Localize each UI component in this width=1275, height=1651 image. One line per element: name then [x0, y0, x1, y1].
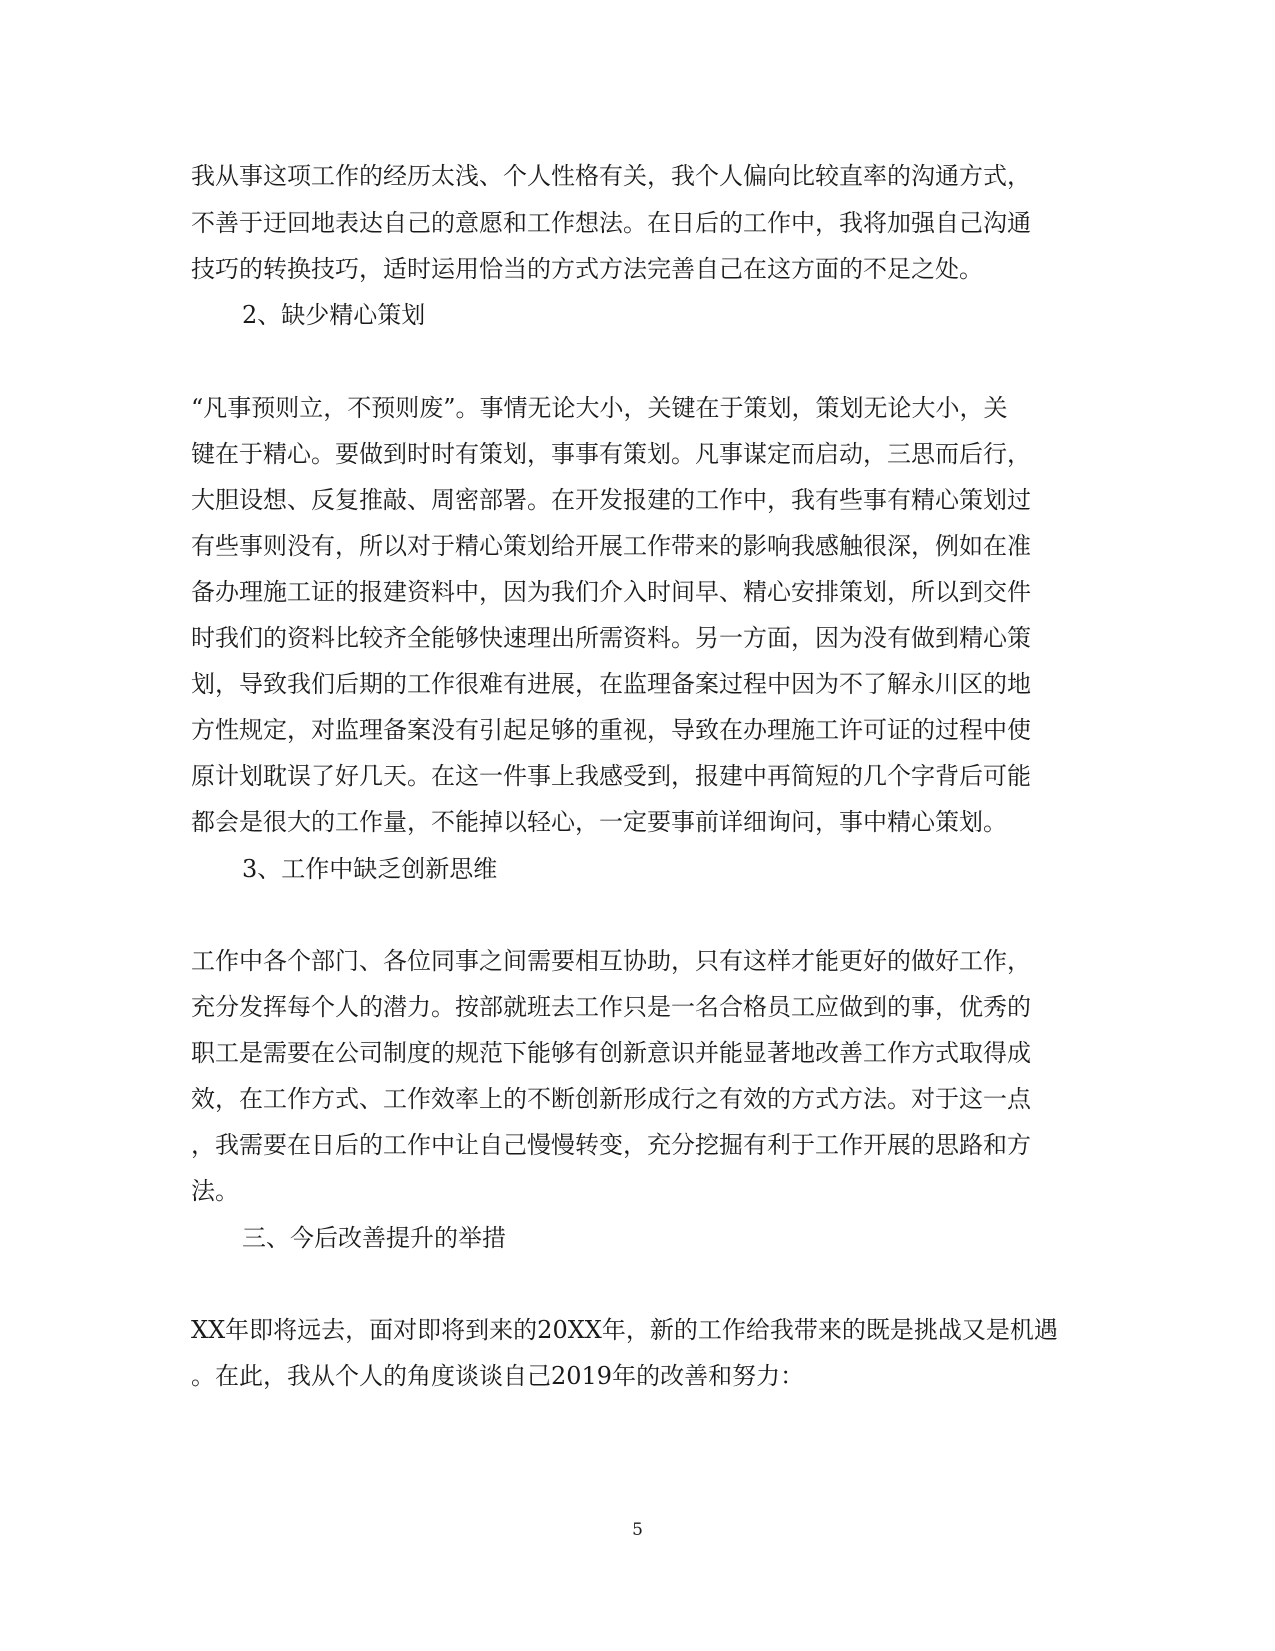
paragraph-line: 划，导致我们后期的工作很难有进展，在监理备案过程中因为不了解永川区的地 — [191, 670, 1031, 698]
paragraph-line: 充分发挥每个人的潜力。按部就班去工作只是一名合格员工应做到的事，优秀的 — [191, 993, 1031, 1021]
paragraph-line: “凡事预则立，不预则废”。事情无论大小，关键在于策划，策划无论大小，关 — [191, 394, 1008, 422]
paragraph-line: 。在此，我从个人的角度谈谈自己2019年的改善和努力： — [191, 1362, 805, 1390]
paragraph-line: 都会是很大的工作量，不能掉以轻心，一定要事前详细询问，事中精心策划。 — [191, 808, 1007, 836]
paragraph-line: 法。 — [191, 1177, 239, 1205]
paragraph-line: 大胆设想、反复推敲、周密部署。在开发报建的工作中，我有些事有精心策划过 — [191, 486, 1031, 514]
paragraph-line: 有些事则没有，所以对于精心策划给开展工作带来的影响我感触很深，例如在准 — [191, 532, 1031, 560]
paragraph-line: 时我们的资料比较齐全能够快速理出所需资料。另一方面，因为没有做到精心策 — [191, 624, 1031, 652]
paragraph-line: 职工是需要在公司制度的规范下能够有创新意识并能显著地改善工作方式取得成 — [191, 1039, 1031, 1067]
paragraph-line: 工作中各个部门、各位同事之间需要相互协助，只有这样才能更好的做好工作， — [191, 947, 1031, 975]
page-number: 5 — [632, 1520, 643, 1540]
paragraph-line: 不善于迂回地表达自己的意愿和工作想法。在日后的工作中，我将加强自己沟通 — [191, 209, 1031, 237]
section-heading: 2、缺少精心策划 — [242, 301, 426, 329]
paragraph-line: 原计划耽误了好几天。在这一件事上我感受到，报建中再简短的几个字背后可能 — [191, 762, 1031, 790]
paragraph-line: XX年即将远去，面对即将到来的20XX年，新的工作给我带来的既是挑战又是机遇 — [191, 1316, 1058, 1344]
paragraph-line: 键在于精心。要做到时时有策划，事事有策划。凡事谋定而启动，三思而后行， — [191, 440, 1031, 468]
paragraph-line: 技巧的转换技巧，适时运用恰当的方式方法完善自己在这方面的不足之处。 — [191, 255, 983, 283]
paragraph-line: 方性规定，对监理备案没有引起足够的重视，导致在办理施工许可证的过程中使 — [191, 716, 1031, 744]
paragraph-line: ，我需要在日后的工作中让自己慢慢转变，充分挖掘有利于工作开展的思路和方 — [191, 1131, 1031, 1159]
paragraph-line: 效，在工作方式、工作效率上的不断创新形成行之有效的方式方法。对于这一点 — [191, 1085, 1031, 1113]
paragraph-line: 备办理施工证的报建资料中，因为我们介入时间早、精心安排策划，所以到交件 — [191, 578, 1031, 606]
paragraph-line: 我从事这项工作的经历太浅、个人性格有关，我个人偏向比较直率的沟通方式， — [191, 162, 1031, 190]
section-heading: 3、工作中缺乏创新思维 — [242, 855, 498, 883]
section-heading: 三、今后改善提升的举措 — [242, 1224, 506, 1252]
